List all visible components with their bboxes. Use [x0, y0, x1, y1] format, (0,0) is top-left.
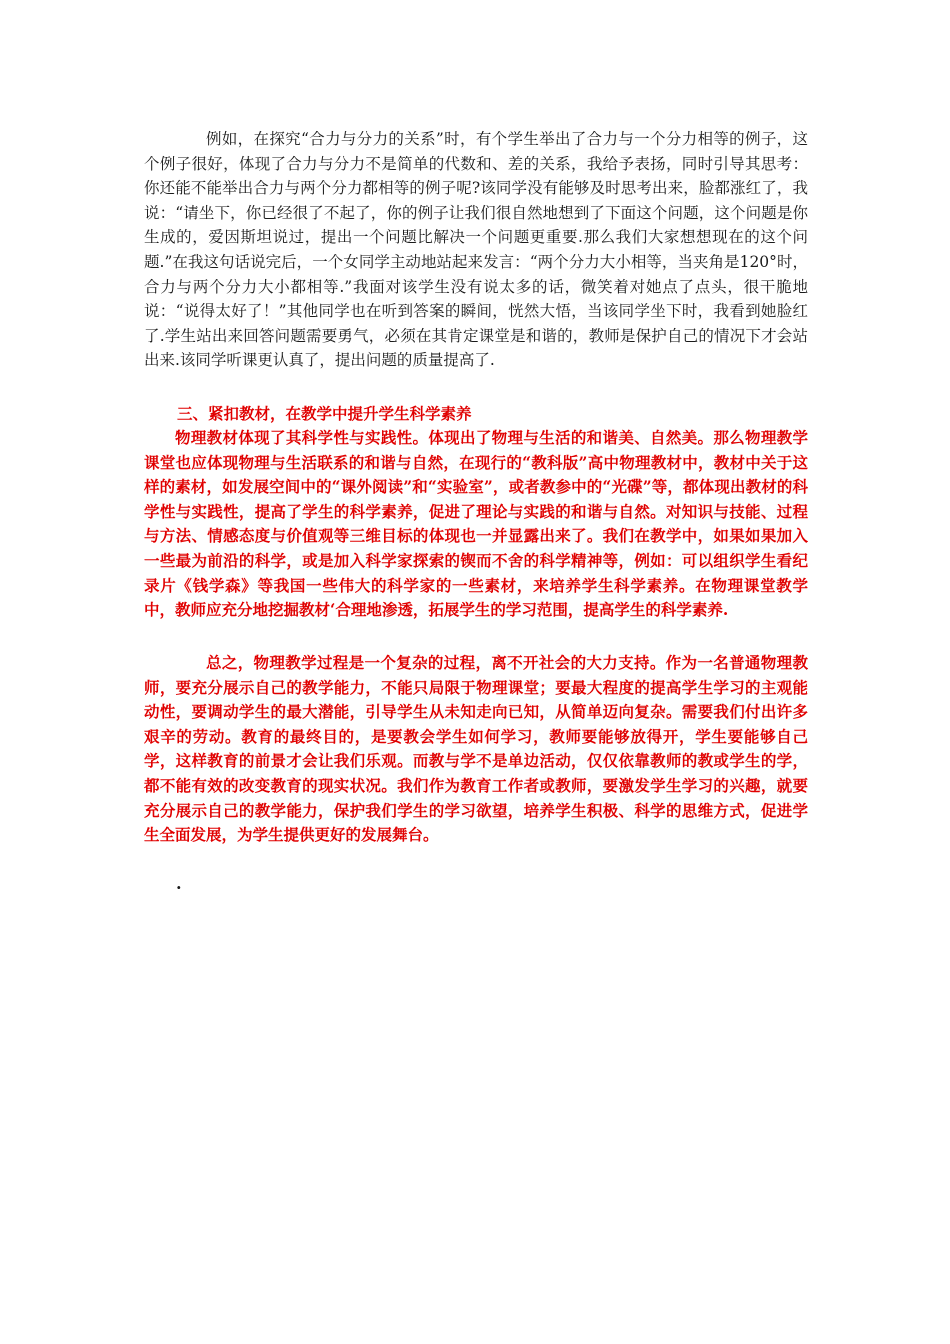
trailing-mark: .	[176, 874, 182, 893]
paragraph-example: 例如，在探究“合力与分力的关系”时，有个学生举出了合力与一个分力相等的例子，这个例子很好，体现了合力与分力不是简单的代数和、差的关系，我给予表扬，同时引导其思考：你还能不能举出合力与两个分力都相等的例子呢?该同学没有能够及时思考出来，脸都涨红了，我说：“请坐下，你已经很了不起了，你的例子让我们很自然地想到了下面这个问题，这个问题是你生成的，爱因斯坦说过，提出一个问题比解决一个问题更重要.那么我们大家想想现在的这个问题.”在我这句话说完后，一个女同学主动地站起来发言：“两个分力大小相等，当夹角是120°时，合力与两个分力大小都相等.”我面对该学生没有说太多的话，微笑着对她点了点头，很干脆地说：“说得太好了！”其他同学也在听到答案的瞬间，恍然大悟，当该同学坐下时，我看到她脸红了.学生站出来回答问题需要勇气，必须在其肯定课堂是和谐的，教师是保护自己的情况下才会站出来.该同学听课更认真了，提出问题的质量提高了.	[144, 130, 808, 370]
section-heading: 三、紧扣教材，在教学中提升学生科学素养	[177, 404, 472, 423]
paragraph-textbook: 物理教材体现了其科学性与实践性。体现出了物理与生活的和谐美、自然美。那么物理教学课堂也应体现物理与生活联系的和谐与自然，在现行的“教科版”高中物理教材中，教材中关于这样的素材，如发展空间中的“课外阅读”和“实验室”，或者教参中的“光碟”等，都体现出教材的科学性与实践性，提高了学生的科学素养，促进了理论与实践的和谐与自然。对知识与技能、过程与方法、情感态度与价值观等三维目标的体现也一并显露出来了。我们在教学中，如果如果加入一些最为前沿的科学，或是加入科学家探索的锲而不舍的科学精神等，例如：可以组织学生看纪录片《钱学森》等我国一些伟大的科学家的一些素材，来培养学生科学素养。在物理课堂教学中，教师应充分地挖掘教材‘合理地渗透，拓展学生的学习范围，提高学生的科学素养.	[144, 428, 808, 620]
paragraph-conclusion: 总之，物理教学过程是一个复杂的过程，离不开社会的大力支持。作为一名普通物理教师，要充分展示自己的教学能力，不能只局限于物理课堂；要最大程度的提高学生学习的主观能动性，要调动学生的最大潜能，引导学生从未知走向已知，从简单迈向复杂。需要我们付出许多艰辛的劳动。教育的最终目的，是要教会学生如何学习，教师要能够放得开，学生要能够自己学，这样教育的前景才会让我们乐观。而教与学不是单边活动，仅仅依靠教师的教或学生的学，都不能有效的改变教育的现实状况。我们作为教育工作者或教师，要激发学生学习的兴趣，就要充分展示自己的教学能力，保护我们学生的学习欲望，培养学生积极、科学的思维方式，促进学生全面发展，为学生提供更好的发展舞台。	[144, 653, 808, 845]
